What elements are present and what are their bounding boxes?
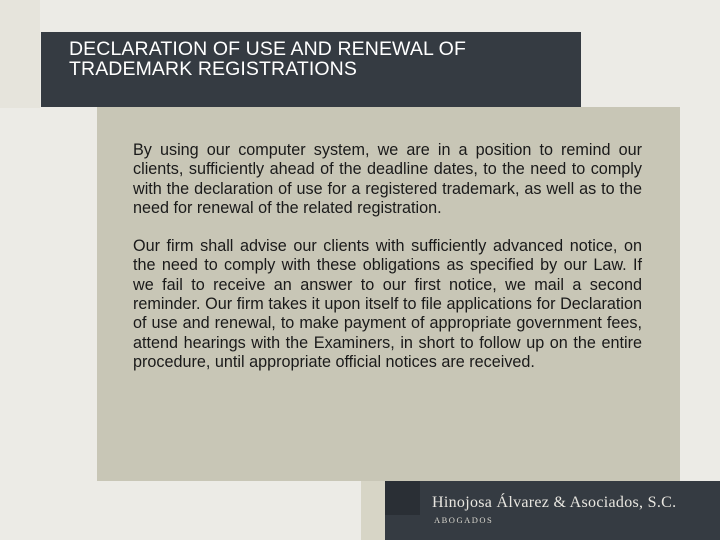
footer-accent-block <box>385 481 420 515</box>
firm-subtitle: ABOGADOS <box>434 515 494 525</box>
firm-name: Hinojosa Álvarez & Asociados, S.C. <box>432 494 677 511</box>
body-paragraph-2: Our firm shall advise our clients with sufficiently advanced notice, on the need to comply with these obligations as specified by our Law. If we fail to receive an answer to our first notice, we mail a second reminder. Our firm takes it upon itself to file applications for Declaration of use and renewal, to make payment of appropriate government fees, attend hearings with the Examiners, in short to follow up on the entire procedure, until appropriate official notices are received. <box>133 237 642 371</box>
content-box <box>97 107 680 481</box>
decorative-strip <box>361 481 385 540</box>
slide-title-line-1: DECLARATION OF USE AND RENEWAL OF <box>69 38 466 60</box>
firm-logo <box>420 481 720 540</box>
body-paragraph-1: By using our computer system, we are in a position to remind our clients, sufficiently ahead of the deadline dates, to the need to comply with the declaration of use for a registered trademark, as well as to the need for renewal of the related registration. <box>133 141 642 217</box>
background-panel <box>0 0 40 108</box>
slide-title-bar <box>41 32 581 107</box>
slide-title-line-2: TRADEMARK REGISTRATIONS <box>69 58 357 80</box>
